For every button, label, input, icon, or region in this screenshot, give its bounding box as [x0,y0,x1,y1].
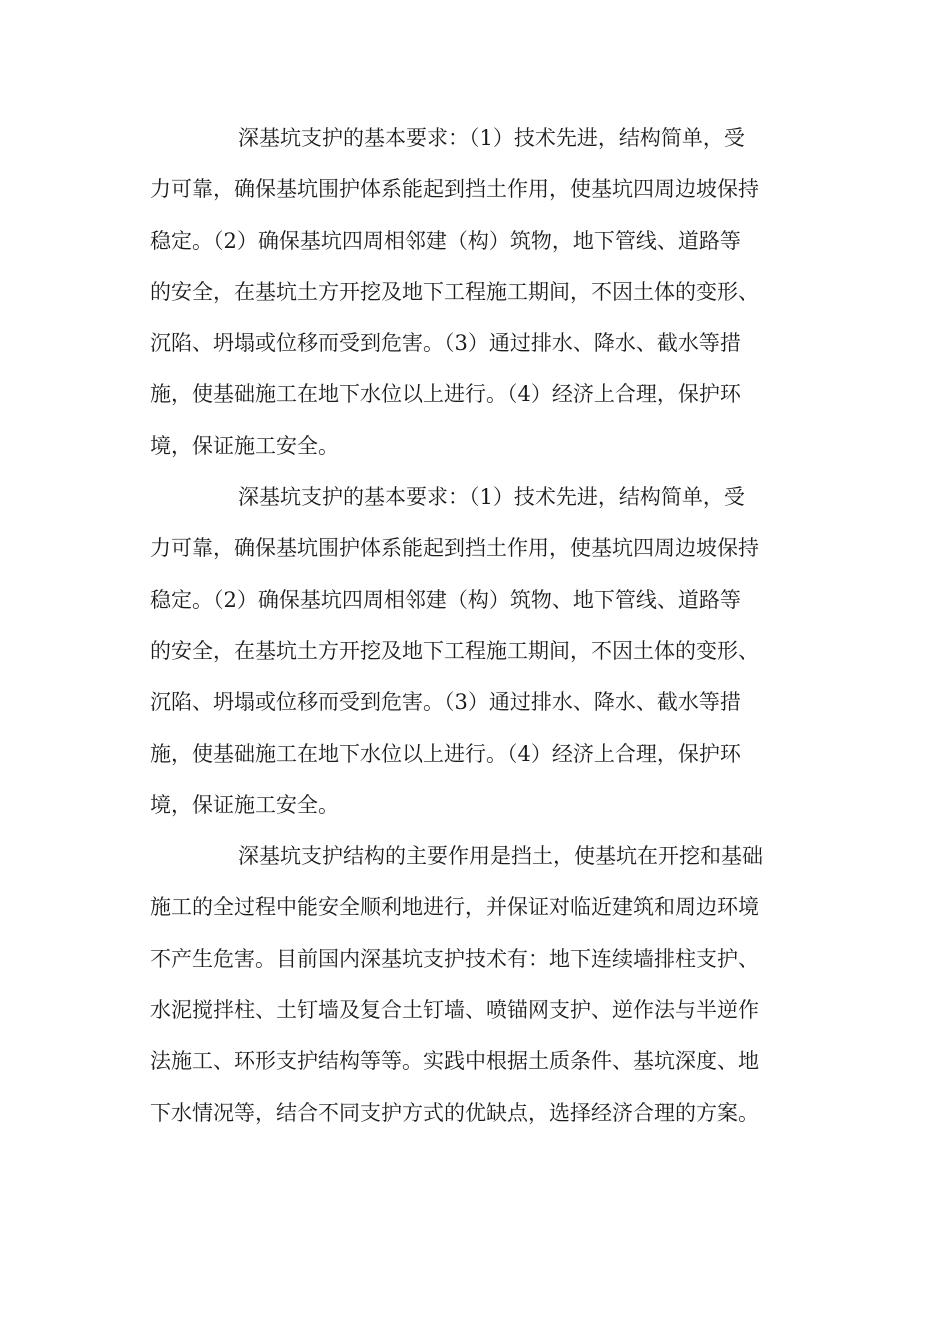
text-line: 的安全，在基坑土方开挖及地下工程施工期间，不因土体的变形、 [150,279,759,304]
text-line: 沉陷、坍塌或位移而受到危害。（3）通过排水、降水、截水等措 [150,331,741,356]
text-line: 力可靠，确保基坑围护体系能起到挡土作用，使基坑四周边坡保持 [150,536,759,561]
document-body [150,113,800,1139]
text-line: 不产生危害。目前国内深基坑支护技术有：地下连续墙排柱支护、 [150,946,759,971]
text-line: 的安全，在基坑土方开挖及地下工程施工期间，不因土体的变形、 [150,638,759,663]
paragraph-main-function [150,831,800,1139]
text-line: 法施工、环形支护结构等等。实践中根据土质条件、基坑深度、地 [150,1049,759,1074]
text-line: 施工的全过程中能安全顺利地进行，并保证对临近建筑和周边环境 [150,895,759,920]
text-line: 境，保证施工安全。 [150,792,339,817]
text-line: 稳定。（2）确保基坑四周相邻建（构）筑物、地下管线、道路等 [150,587,741,612]
text-line: 施，使基础施工在地下水位以上进行。（4）经济上合理，保护环 [150,741,741,766]
text-line: 力可靠，确保基坑围护体系能起到挡土作用，使基坑四周边坡保持 [150,177,759,202]
text-line: 施，使基础施工在地下水位以上进行。（4）经济上合理，保护环 [150,382,741,407]
text-line: 境，保证施工安全。 [150,433,339,458]
paragraph-basic-requirements-1 [150,113,800,472]
paragraph-basic-requirements-2 [150,472,800,831]
text-line: 下水情况等，结合不同支护方式的优缺点，选择经济合理的方案。 [150,1100,759,1125]
text-line: 深基坑支护的基本要求：（1）技术先进，结构简单，受 [238,126,745,150]
text-line: 水泥搅拌柱、土钉墙及复合土钉墙、喷锚网支护、逆作法与半逆作 [150,998,759,1023]
text-line: 深基坑支护结构的主要作用是挡土，使基坑在开挖和基础 [238,844,763,869]
text-line: 沉陷、坍塌或位移而受到危害。（3）通过排水、降水、截水等措 [150,690,741,715]
text-line: 稳定。（2）确保基坑四周相邻建（构）筑物，地下管线、道路等 [150,228,741,253]
text-line: 深基坑支护的基本要求：（1）技术先进，结构简单，受 [238,485,745,510]
